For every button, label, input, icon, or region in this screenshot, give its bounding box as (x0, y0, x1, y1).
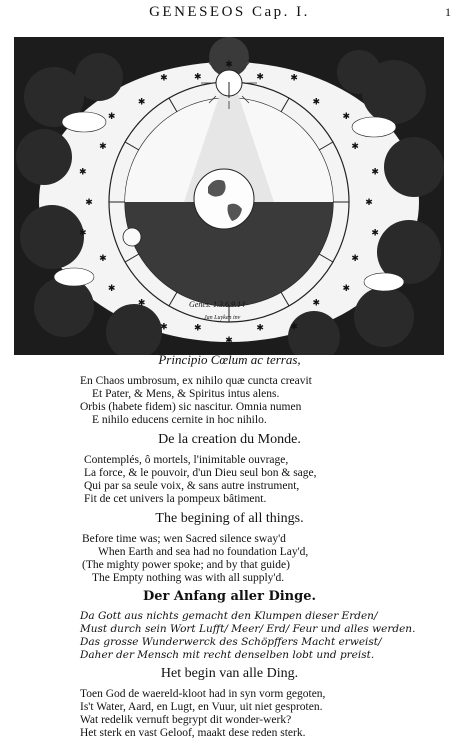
star: ✱ (160, 321, 168, 332)
verse-line: Wat redelik vernuft begrypt dit wonder-werk? (80, 714, 292, 726)
star: ✱ (107, 283, 116, 293)
star: ✱ (342, 283, 351, 293)
star: ✱ (194, 322, 202, 333)
verse-line: Das grosse Wunderwerck des Schöpffers Macht erweist/ (80, 636, 382, 648)
star: ✱ (256, 71, 264, 82)
engraving-plate (14, 37, 444, 355)
verse-line: Het sterk en vast Geloof, maakt dese reden sterk. (80, 727, 306, 739)
star: ✱ (137, 297, 146, 308)
latin-caption: Principio Cœlum ac terras, (158, 352, 301, 367)
star: ✱ (351, 141, 359, 152)
star: ✱ (99, 252, 107, 263)
english-heading: The begining of all things. (155, 511, 304, 526)
verse-line: Daher der Mensch mit recht denselben lobt und preist. (80, 649, 375, 661)
star: ✱ (194, 71, 202, 82)
star: ✱ (290, 321, 298, 332)
star: ✱ (225, 59, 233, 69)
verse-line: Et Pater, & Mens, & Spiritus intus alens. (92, 388, 280, 400)
star: ✱ (85, 197, 93, 207)
verse-line: Before time was; wen Sacred silence sway'd (82, 533, 286, 545)
running-title: GENESEOS Cap. I. (149, 4, 310, 20)
earth-globe (194, 169, 254, 229)
star: ✱ (342, 111, 351, 121)
verse-line: La force, & le pouvoir, d'un Dieu seul bon & sage, (84, 467, 317, 479)
star: ✱ (107, 111, 116, 121)
creation-engraving (14, 37, 444, 355)
star: ✱ (256, 322, 264, 333)
star: ✱ (371, 166, 379, 177)
german-heading: Der Anfang aller Dinge. (142, 589, 317, 604)
star: ✱ (312, 297, 321, 308)
star: ✱ (371, 227, 379, 238)
star: ✱ (79, 227, 87, 238)
verse-line: Is't Water, Aard, en Lugt, en Vuur, uit niet gesproten. (80, 701, 323, 713)
star: ✱ (99, 141, 107, 152)
page-number: 1 (445, 5, 451, 19)
star: ✱ (312, 96, 321, 107)
running-header (0, 4, 459, 24)
french-heading: De la creation du Monde. (158, 432, 301, 447)
verse-line: Fit de cet univers la pompeux bâtiment. (84, 493, 267, 505)
verse-line: Qui par sa seule voix, & sans autre instrument, (84, 480, 300, 492)
verse-line: Toen God de waereld-kloot had in syn vorm gegoten, (80, 688, 326, 700)
verse-line: Contemplés, ô mortels, l'inimitable ouvrage, (84, 454, 289, 466)
dutch-heading: Het begin van alle Ding. (160, 666, 299, 681)
verse-line: En Chaos umbrosum, ex nihilo quæ cuncta creavit (80, 375, 312, 387)
verse-line: E nihilo educens cernite in hoc nihilo. (92, 414, 267, 426)
star: ✱ (79, 166, 87, 177)
plate-signature: Jan Luyken inv (204, 315, 241, 321)
verse-line: Must durch sein Wort Lufft/ Meer/ Erd/ Feur und alles werden. (80, 623, 416, 635)
verse-line: When Earth and sea had no foundation Lay'd, (98, 546, 309, 558)
star: ✱ (160, 72, 168, 83)
verse-line: Da Gott aus nichts gemacht den Klumpen dieser Erden/ (80, 610, 378, 622)
star: ✱ (365, 197, 373, 207)
star: ✱ (137, 96, 146, 107)
star: ✱ (225, 335, 233, 345)
star: ✱ (290, 72, 298, 83)
verse-line: (The mighty power spoke; and by that guide) (82, 559, 290, 571)
plate-inscription: Genes. 1.3.6.9.14 (189, 300, 245, 309)
verse-line: The Empty nothing was with all supply'd. (92, 572, 285, 584)
star: ✱ (351, 252, 359, 263)
verse-line: Orbis (habete fidem) sic nascitur. Omnia numen (80, 401, 302, 413)
moon (123, 228, 141, 246)
